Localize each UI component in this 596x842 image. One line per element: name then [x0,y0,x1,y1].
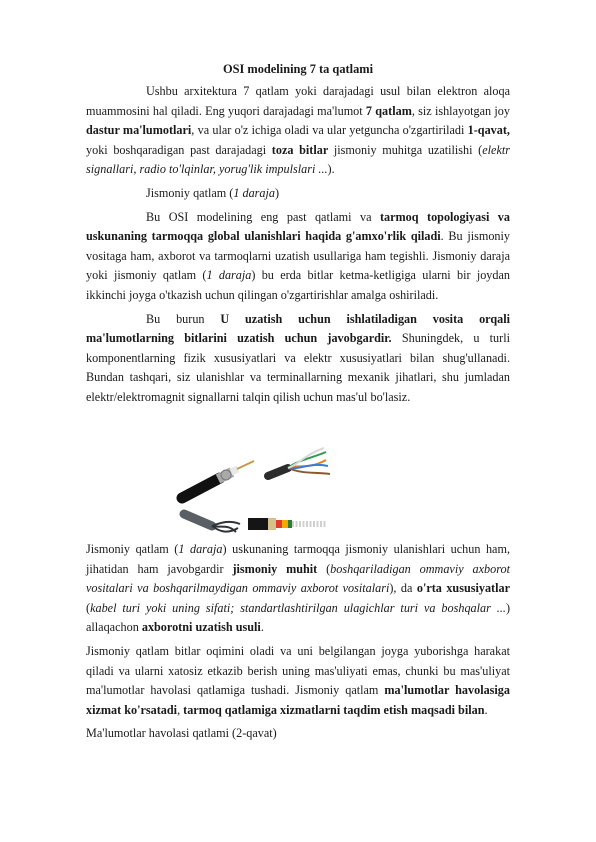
paragraph-intro [86,82,510,180]
page-title: OSI modelining 7 ta qatlami [222,62,374,76]
paragraph-bit-stream [86,642,510,720]
cables-illustration [176,440,336,540]
bold-run: 1-qavat, [467,123,510,138]
text-run: ) [275,185,280,200]
document-body-bottom [86,540,510,744]
bold-run: toza bitlar [271,142,329,157]
text-run: ). [327,162,335,177]
text-run: Shuningdek, u turli komponentlarning fizik xususiyatlari va elektr xususiyatlari bilan shug'ullanadi. Bundan tashqari, siz ulanishlar va terminallarning mexanik jihatlari, shu jumladan elektr/elektromagnit signallarni talqin qilish uchun mas'ul bo'lasiz. [86,331,510,404]
italic-run: boshqariladigan ommaviy axborot vositalari va boshqarilmaydigan ommaviy axborot vositalari [86,561,510,596]
bold-run: tarmoq topologiyasi va uskunaning tarmoqqa global ulanishlari haqida g'amxo'rlik qiladi [86,209,510,244]
coaxial-cable-icon [182,461,254,498]
bold-run: 7 qatlam [365,103,412,118]
italic-run: 1 daraja [233,185,275,200]
text-run: Jismoniy qatlam ( [146,185,234,200]
text-run: ), da [389,581,417,596]
italic-run: kabel turi yoki uning sifati; standartlashtirilgan ulagichlar turi va boshqalar ... [90,600,506,615]
text-run: ) uskunaning tarmoqqa jismoniy ulanishlari uchun ham, jihatidan ham javobgardir [86,542,510,576]
bold-run: U uzatish uchun ishlatiladigan vosita orqali ma'lumotlarning bitlarini uzatish uchun javobgardir. [86,311,510,346]
text-run: , siz ishlayotgan joy [411,103,510,118]
text-run: Bu OSI modelining eng past qatlami va [146,209,380,224]
multicore-cable-icon [184,514,240,532]
paragraph-bit-transmission [86,310,510,408]
text-run: yoki boshqaradigan past darajadagi [86,142,272,157]
paragraph-physical-layer [86,208,510,306]
twisted-pair-cable-icon [268,448,330,476]
bold-run: dastur ma'lumotlari [86,123,192,138]
text-run: Bu burun [146,311,221,326]
section-heading-data-link: Ma'lumotlar havolasi qatlami (2-qavat) [86,726,277,741]
cables-image [176,440,336,540]
italic-run: 1 daraja [206,268,252,283]
text-run: ) bu erda bitlar ketma-ketligiga ularni bir joydan ikkinchi joyga o'tkazish uchun qilingan o'zgartirishlar amalga oshiriladi. [86,268,510,302]
text-run: jismoniy muhitga uzatilishi ( [328,142,483,157]
text-run: , va ular o'z ichiga oladi va ular yetguncha o'zgartiriladi [191,123,468,138]
bold-run: jismoniy muhit [232,561,318,576]
bold-run: axborotni uzatish usuli [141,620,261,635]
text-run: Jismoniy qatlam ( [86,542,179,556]
paragraph-physical-medium [86,540,510,638]
section-heading-physical [86,184,510,204]
italic-run: 1 daraja [178,542,223,556]
italic-run: elektr signallari, radio to'lqinlar, yorug'lik impulslari ... [86,142,510,177]
bold-run: ma'lumotlar havolasiga xizmat ko'rsatadi [86,683,510,717]
text-run: ) allaqachon [86,600,510,635]
text-run: Ushbu arxitektura 7 qatlam yoki darajadagi usul bilan elektron aloqa muammosini hal qiladi. Eng yuqori darajadagi ma'lumot [86,84,510,118]
text-run: Jismoniy qatlam bitlar oqimini oladi va uni belgilangan joyga yuborishga harakat qiladi va ularni xatosiz etkazib berish uning mas'uliyati emas, chunki bu mas'uliyat ma'lumotlar havolasi qatlamiga tushadi. Jismoniy qatlam [86,643,510,698]
bold-run: tarmoq qatlamiga xizmatlarni taqdim etish maqsadi bilan [183,702,485,717]
bold-run: o'rta xususiyatlar [416,581,510,596]
text-run: ( [86,600,91,615]
document-body-top [86,82,510,408]
text-run: ( [317,561,331,576]
text-run: . [260,620,264,635]
text-run: , [177,702,184,717]
text-run: . Bu jismoniy vositaga ham, axborot va tarmoqlarni uzatish usullariga ham tegishli. Jismoniy daraja yoki jismoniy qatlam ( [86,229,511,283]
fiber-optic-cable-icon [248,518,326,530]
text-run: . [484,702,488,717]
